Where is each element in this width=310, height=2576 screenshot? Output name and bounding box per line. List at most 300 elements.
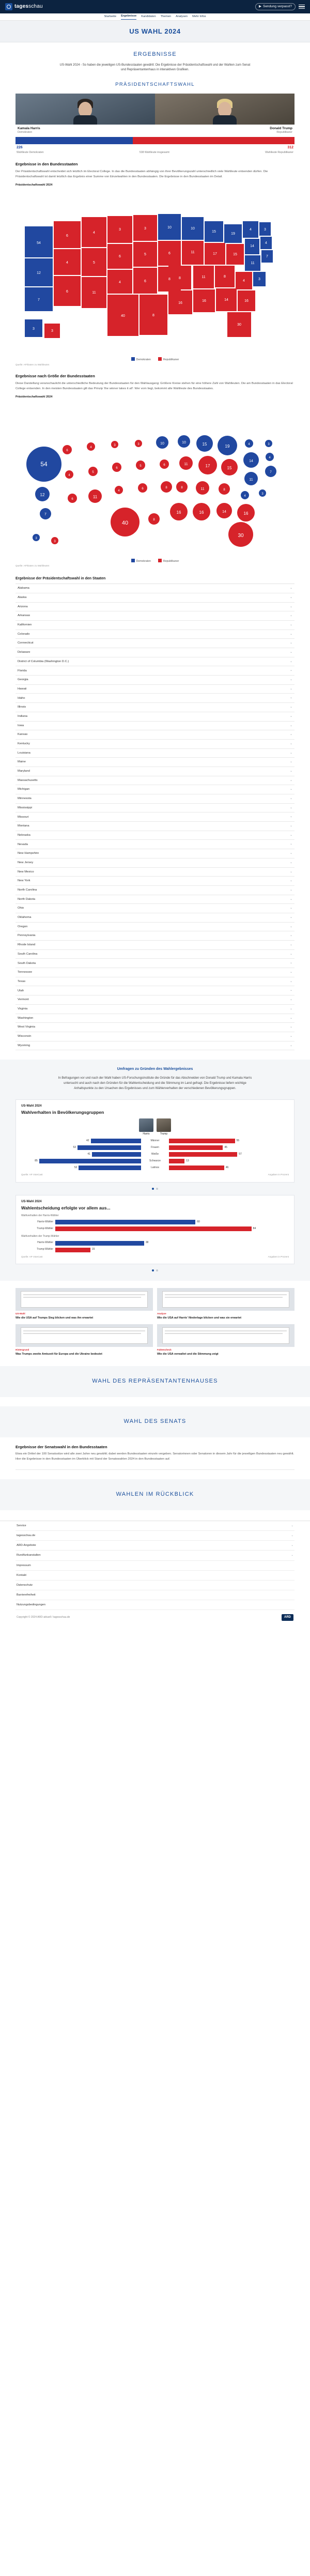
svg-text:14: 14 bbox=[250, 244, 254, 249]
svg-text:11: 11 bbox=[92, 291, 96, 295]
reason-row bbox=[21, 1226, 289, 1232]
svg-text:30: 30 bbox=[237, 323, 241, 327]
teaser-row-1 bbox=[16, 1288, 295, 1320]
state-label: North Dakota bbox=[18, 897, 36, 901]
copyright: Copyright © 2024 ARD-aktuell / tagesschau.de bbox=[17, 1615, 70, 1619]
banner-senate: WAHL DES SENATS bbox=[0, 1406, 310, 1437]
footer-meta-row[interactable] bbox=[16, 1561, 295, 1571]
svg-text:3: 3 bbox=[51, 329, 53, 333]
teaser-tag: Analyse bbox=[157, 1312, 166, 1315]
chevron-down-icon: ⌄ bbox=[289, 925, 292, 928]
teaser-title: Was Trumps zweite Amtszeit für Europa und die Ukraine bedeutet bbox=[16, 1353, 102, 1356]
state-row[interactable] bbox=[16, 968, 295, 977]
results-intro: US-Wahl 2024 - So haben die jeweiligen US-Bundesstaaten gewählt: Die Ergebnisse der Präsidentschaftswahl und der Wahlen zum Senat und Repräsentantenhaus in interaktiven Grafiken. bbox=[59, 63, 251, 72]
state-label: Colorado bbox=[18, 632, 30, 636]
nav-item-ergebnisse[interactable]: Ergebnisse bbox=[121, 14, 136, 19]
footer-meta-label: Barrierefreiheit bbox=[17, 1593, 36, 1597]
map-section-text: Der Präsidentschaftswahl entscheidet sich letztlich im Electoral College. In das die Bundesstaaten abhängig von ihrer Bevölkerungszahl unterschiedlich viele Wahlleute entsenden dürfen. Die Präsidentschaftswahl ist damit letztlich das Ergebnis einer Summe von Einzelwahlen in den Bundesstaaten. Die Ergebnisse in den Bundesstaaten im Detail. bbox=[16, 170, 268, 179]
state-label: South Carolina bbox=[18, 952, 38, 956]
reason-value: 60 bbox=[197, 1220, 200, 1224]
electoral-total-label: 538 Wahlleute insgesamt bbox=[139, 150, 169, 154]
nav-item-themen[interactable]: Themen bbox=[160, 15, 172, 19]
brand-logo[interactable] bbox=[5, 3, 43, 11]
nav-item-mehr-infos[interactable]: Mehr Infos bbox=[192, 15, 206, 19]
chevron-down-icon: ⌄ bbox=[289, 706, 292, 709]
state-label: Alaska bbox=[18, 596, 27, 600]
svg-text:3: 3 bbox=[33, 327, 35, 331]
state-label: Maine bbox=[18, 760, 26, 764]
footer-link-row[interactable] bbox=[16, 1541, 295, 1551]
us-choropleth-map[interactable] bbox=[16, 190, 295, 366]
survey-intro: In Befragungen vor und nach der Wahl haben US-Forschungsinstitute die Gründe für das Abschneiden von Donald Trump und Kamala Harris untersucht und auch nach den Gründen für die Wahlentscheidung und die Stimmung im Land gefragt. Die Ergebnisse liefern wichtige Anhaltspunkte zu den Ursachen des Ergebnisses und zum Wählerverhalten der verschiedenen Bevölkerungsgruppen. bbox=[58, 1077, 252, 1090]
play-icon: ▶ bbox=[258, 5, 261, 9]
teaser-thumbnail bbox=[157, 1324, 295, 1347]
teaser-card[interactable] bbox=[157, 1324, 295, 1356]
map-legend-rep: Republikaner bbox=[163, 358, 179, 362]
svg-text:6: 6 bbox=[168, 252, 171, 256]
group-left-value: 53 bbox=[73, 1146, 76, 1149]
svg-text:15: 15 bbox=[212, 230, 216, 234]
state-row[interactable] bbox=[16, 941, 295, 950]
chevron-down-icon: ⌄ bbox=[289, 998, 292, 1002]
group-label: Frauen bbox=[151, 1146, 159, 1149]
bubble-legend-dem: Demokraten bbox=[136, 559, 151, 563]
bubble-section-text: Diese Darstellung veranschaulicht die unterschiedliche Bedeutung der Bundesstaaten für den Wahlausgang: Größere Kreise stehen für eine höhere Zahl von Wahlleuten. Die am Bundesstaaten in das Electoral College entsenden. In den meisten Bundesstaaten gilt das Prinzip 'the winner takes it all': Wer vorn liegt, bekommt alle Wahlleute des Bundesstaates. bbox=[16, 382, 293, 390]
state-label: Nebraska bbox=[18, 833, 30, 837]
candidate-name-harris: Kamala Harris bbox=[18, 126, 40, 130]
svg-text:16: 16 bbox=[178, 301, 182, 305]
bubble-legend-rep: Republikaner bbox=[163, 559, 179, 563]
tagesschau-logo-icon bbox=[5, 3, 12, 10]
state-row[interactable] bbox=[16, 794, 295, 804]
state-label: Louisiana bbox=[18, 751, 30, 755]
state-row[interactable] bbox=[16, 831, 295, 840]
state-row[interactable] bbox=[16, 621, 295, 630]
chevron-down-icon: ⌄ bbox=[289, 641, 292, 645]
card1-unit: Angaben in Prozent bbox=[268, 1173, 289, 1176]
teaser-title: Wie die USA auf Harris' Niederlage blicken und was sie erwartet bbox=[157, 1316, 242, 1320]
svg-text:8: 8 bbox=[153, 518, 155, 522]
reason-label: Trump-Wähler bbox=[37, 1248, 53, 1251]
state-row[interactable] bbox=[16, 1041, 295, 1051]
state-label: Mississippi bbox=[18, 806, 33, 809]
chevron-down-icon: ⌄ bbox=[289, 971, 292, 974]
svg-text:54: 54 bbox=[40, 460, 48, 468]
footer-meta-label: Kontakt bbox=[17, 1573, 26, 1577]
svg-text:6: 6 bbox=[66, 290, 68, 294]
electoral-caption-right: Wahlleute Republikaner bbox=[265, 150, 293, 154]
state-row[interactable] bbox=[16, 913, 295, 923]
state-row[interactable] bbox=[16, 840, 295, 849]
svg-text:7: 7 bbox=[266, 255, 268, 259]
state-label: South Dakota bbox=[18, 961, 36, 965]
state-label: New Hampshire bbox=[18, 852, 39, 855]
group-right-value: 13 bbox=[186, 1159, 189, 1163]
state-row[interactable] bbox=[16, 995, 295, 1005]
card2-headline: Wahlentscheidung erfolgte vor allem aus... bbox=[21, 1205, 111, 1210]
candidate-card-trump bbox=[155, 94, 295, 136]
chevron-down-icon: ⌄ bbox=[291, 1534, 293, 1538]
carousel-dots-2[interactable] bbox=[0, 1269, 310, 1271]
chevron-down-icon: ⌄ bbox=[289, 751, 292, 755]
page-title-band bbox=[0, 21, 310, 42]
chevron-down-icon: ⌄ bbox=[289, 651, 292, 654]
svg-text:4: 4 bbox=[68, 473, 70, 477]
teaser-card[interactable] bbox=[16, 1288, 153, 1320]
reason-value: 38 bbox=[145, 1241, 149, 1245]
state-row[interactable] bbox=[16, 977, 295, 987]
chevron-down-icon: ⌄ bbox=[289, 1034, 292, 1038]
chevron-down-icon: ⌄ bbox=[289, 979, 292, 983]
state-row[interactable] bbox=[16, 730, 295, 740]
state-row[interactable] bbox=[16, 868, 295, 877]
state-row[interactable] bbox=[16, 895, 295, 904]
candidate-photo-trump bbox=[155, 94, 295, 125]
chevron-down-icon: ⌄ bbox=[289, 587, 292, 590]
teaser-row-2 bbox=[16, 1324, 295, 1356]
svg-text:5: 5 bbox=[92, 470, 94, 474]
chevron-down-icon: ⌄ bbox=[289, 870, 292, 873]
state-row[interactable] bbox=[16, 611, 295, 621]
state-row[interactable] bbox=[16, 749, 295, 758]
svg-text:3: 3 bbox=[258, 278, 260, 282]
svg-text:8: 8 bbox=[165, 486, 167, 489]
survey-card-reasons bbox=[16, 1195, 295, 1264]
state-label: Alabama bbox=[18, 587, 29, 590]
svg-text:4: 4 bbox=[244, 494, 246, 498]
state-label: Florida bbox=[18, 669, 27, 672]
us-bubble-map[interactable] bbox=[16, 402, 295, 568]
footer-meta-row[interactable] bbox=[16, 1571, 295, 1581]
footer-link-label: ARD-Angebote bbox=[17, 1544, 36, 1547]
svg-text:16: 16 bbox=[244, 299, 249, 303]
svg-text:11: 11 bbox=[251, 262, 255, 266]
state-label: North Carolina bbox=[18, 888, 37, 892]
state-label: Delaware bbox=[18, 651, 30, 654]
teaser-thumbnail bbox=[157, 1288, 295, 1311]
state-row[interactable] bbox=[16, 849, 295, 858]
chevron-down-icon: ⌄ bbox=[289, 1016, 292, 1020]
state-label: Georgia bbox=[18, 678, 28, 682]
group-left-value: 52 bbox=[74, 1166, 78, 1170]
svg-text:16: 16 bbox=[176, 510, 181, 515]
card1-headline: Wahlverhalten in Bevölkerungsgruppen bbox=[21, 1109, 104, 1115]
state-label: Ohio bbox=[18, 907, 24, 910]
svg-text:10: 10 bbox=[160, 441, 164, 446]
state-row[interactable] bbox=[16, 722, 295, 731]
state-row[interactable] bbox=[16, 931, 295, 941]
state-row[interactable] bbox=[16, 812, 295, 822]
survey-section bbox=[0, 1060, 310, 1281]
svg-text:6: 6 bbox=[119, 255, 121, 259]
svg-text:4: 4 bbox=[119, 281, 121, 285]
state-row[interactable] bbox=[16, 758, 295, 767]
svg-text:15: 15 bbox=[227, 465, 232, 470]
senate-block-text: Etwa ein Drittel der 100 Senatssitze wird alle zwei Jahre neu gewählt; dabei werden Bundesstaaten einzeln vergeben. Senatorinnen oder Senatoren in diesem Jahr für die jeweiligen Bundesstaaten neu gewählt. Hier die Ergebnisse in den Bundesstaaten im Überblick mit Stand der Senatswahlen 2024 in den Bundesstaaten auf. bbox=[16, 1452, 295, 1461]
carousel-dots-1[interactable] bbox=[0, 1188, 310, 1190]
chevron-down-icon: ⌄ bbox=[289, 696, 292, 700]
svg-text:4: 4 bbox=[118, 489, 120, 493]
state-label: Kentucky bbox=[18, 742, 30, 746]
divider bbox=[16, 1469, 295, 1470]
footer-meta-row[interactable] bbox=[16, 1590, 295, 1600]
svg-text:11: 11 bbox=[202, 275, 206, 280]
states-accordion bbox=[16, 584, 295, 1050]
electoral-caption-left: Wahlleute Demokraten bbox=[17, 150, 44, 154]
electoral-bar-block bbox=[16, 137, 295, 155]
state-label: Maryland bbox=[18, 770, 30, 773]
chevron-down-icon: ⌄ bbox=[289, 760, 292, 764]
state-row[interactable] bbox=[16, 804, 295, 813]
state-label: Rhode Island bbox=[18, 943, 36, 947]
svg-text:16: 16 bbox=[199, 510, 204, 515]
svg-text:11: 11 bbox=[249, 478, 253, 482]
banner-house: WAHL DES REPRÄSENTANTENHAUSES bbox=[0, 1366, 310, 1397]
card1-left-name: Harris bbox=[143, 1132, 150, 1136]
card2-unit: Angaben in Prozent bbox=[268, 1255, 289, 1258]
svg-text:16: 16 bbox=[243, 511, 249, 516]
card2-kicker: US-Wahl 2024 bbox=[21, 1200, 42, 1204]
svg-text:10: 10 bbox=[167, 226, 172, 230]
bubble-legend bbox=[16, 559, 295, 564]
sendung-verpasst-button[interactable] bbox=[255, 3, 296, 10]
svg-text:15: 15 bbox=[233, 253, 237, 257]
chevron-down-icon: ⌄ bbox=[289, 788, 292, 791]
state-row[interactable] bbox=[16, 593, 295, 603]
teaser-card[interactable] bbox=[157, 1288, 295, 1320]
state-row[interactable] bbox=[16, 904, 295, 913]
state-row[interactable] bbox=[16, 639, 295, 648]
svg-text:11: 11 bbox=[191, 251, 195, 255]
state-row[interactable] bbox=[16, 584, 295, 593]
senate-block bbox=[16, 1445, 295, 1463]
group-row bbox=[21, 1152, 289, 1157]
state-row[interactable] bbox=[16, 858, 295, 868]
footer-link-label: Rundfunkanstalten bbox=[17, 1554, 41, 1557]
chevron-down-icon: ⌄ bbox=[289, 742, 292, 745]
candidate-party-trump: Republikaner bbox=[276, 131, 292, 134]
state-row[interactable] bbox=[16, 712, 295, 722]
state-row[interactable] bbox=[16, 959, 295, 968]
footer-meta-label: Datenschutz bbox=[17, 1583, 33, 1587]
svg-text:12: 12 bbox=[40, 492, 45, 497]
brand-primary: tages bbox=[14, 3, 29, 9]
group-right-value: 55 bbox=[236, 1139, 240, 1143]
svg-text:6: 6 bbox=[142, 487, 144, 490]
state-row[interactable] bbox=[16, 767, 295, 776]
state-label: Washington bbox=[18, 1016, 34, 1020]
footer bbox=[0, 1521, 310, 1628]
state-row[interactable] bbox=[16, 1005, 295, 1014]
state-row[interactable] bbox=[16, 703, 295, 712]
map-legend-dem: Demokraten bbox=[136, 358, 151, 362]
card1-bars bbox=[21, 1138, 289, 1171]
electoral-value-right: 312 bbox=[287, 145, 293, 149]
svg-text:14: 14 bbox=[224, 298, 228, 302]
chevron-down-icon: ⌄ bbox=[289, 623, 292, 626]
chevron-down-icon: ⌄ bbox=[291, 1544, 293, 1547]
group-row bbox=[21, 1145, 289, 1151]
footer-link-row[interactable] bbox=[16, 1531, 295, 1541]
card2-sub-right: Wahlverhalten der Trump-Wähler bbox=[21, 1235, 59, 1238]
page-title: US WAHL 2024 bbox=[129, 27, 181, 35]
svg-text:40: 40 bbox=[121, 314, 125, 318]
state-label: Nevada bbox=[18, 842, 28, 846]
state-row[interactable] bbox=[16, 685, 295, 694]
chevron-down-icon: ⌄ bbox=[289, 1044, 292, 1047]
state-row[interactable] bbox=[16, 923, 295, 932]
svg-text:3: 3 bbox=[54, 540, 56, 543]
svg-text:3: 3 bbox=[261, 492, 264, 496]
state-row[interactable] bbox=[16, 630, 295, 639]
group-row bbox=[21, 1138, 289, 1144]
brand-secondary: schau bbox=[28, 3, 43, 9]
state-label: Montana bbox=[18, 824, 29, 828]
svg-text:3: 3 bbox=[264, 228, 266, 232]
survey-heading: Umfragen zu Gründen des Wahlergebnisses bbox=[117, 1067, 193, 1071]
group-label: Männer bbox=[150, 1139, 160, 1143]
teaser-tag: US-Wahl bbox=[16, 1312, 25, 1315]
state-row[interactable] bbox=[16, 666, 295, 676]
state-row[interactable] bbox=[16, 740, 295, 749]
footer-meta-label: Nutzungsbedingungen bbox=[17, 1603, 45, 1606]
chevron-down-icon: ⌄ bbox=[289, 669, 292, 672]
footer-meta-row[interactable] bbox=[16, 1600, 295, 1610]
svg-text:6: 6 bbox=[66, 234, 68, 238]
nav-item-analysen[interactable]: Analysen bbox=[176, 15, 188, 19]
chevron-down-icon: ⌄ bbox=[289, 797, 292, 801]
state-row[interactable] bbox=[16, 1014, 295, 1023]
svg-text:10: 10 bbox=[191, 227, 195, 231]
state-label: Kansas bbox=[18, 733, 28, 737]
state-row[interactable] bbox=[16, 877, 295, 886]
card1-kicker: US-Wahl 2024 bbox=[21, 1105, 42, 1108]
chevron-down-icon: ⌄ bbox=[289, 769, 292, 773]
candidate-photo-harris bbox=[16, 94, 155, 125]
state-label: Minnesota bbox=[18, 797, 32, 801]
state-row[interactable] bbox=[16, 1023, 295, 1032]
svg-text:8: 8 bbox=[224, 275, 226, 279]
state-label: Kalifornien bbox=[18, 623, 32, 627]
state-row[interactable] bbox=[16, 676, 295, 685]
svg-text:11: 11 bbox=[200, 487, 205, 491]
svg-text:5: 5 bbox=[93, 261, 95, 265]
state-label: Hawaii bbox=[18, 687, 27, 691]
state-row[interactable] bbox=[16, 886, 295, 895]
map-source: Quelle: AP/Daten zu Wahlleuten bbox=[16, 363, 50, 366]
footer-meta-row[interactable] bbox=[16, 1581, 295, 1590]
top-bar bbox=[0, 0, 310, 13]
footer-link-row[interactable] bbox=[16, 1521, 295, 1531]
state-row[interactable] bbox=[16, 986, 295, 995]
state-label: Tennessee bbox=[18, 971, 33, 974]
state-label: Arkansas bbox=[18, 614, 30, 618]
svg-text:5: 5 bbox=[140, 464, 142, 468]
chevron-down-icon: ⌄ bbox=[289, 724, 292, 727]
chevron-down-icon: ⌄ bbox=[289, 1007, 292, 1010]
svg-text:17: 17 bbox=[205, 463, 210, 468]
svg-text:4: 4 bbox=[265, 241, 267, 246]
state-row[interactable] bbox=[16, 776, 295, 786]
svg-text:15: 15 bbox=[202, 441, 207, 447]
state-label: New Mexico bbox=[18, 870, 34, 873]
svg-text:3: 3 bbox=[119, 228, 121, 232]
reason-row bbox=[21, 1240, 289, 1246]
survey-card-voting-groups bbox=[16, 1099, 295, 1183]
chevron-down-icon: ⌄ bbox=[289, 852, 292, 855]
chevron-down-icon: ⌄ bbox=[289, 678, 292, 682]
reason-label: Trump-Wähler bbox=[37, 1227, 53, 1231]
state-label: Missouri bbox=[18, 815, 29, 819]
teaser-thumbnail bbox=[16, 1324, 153, 1347]
svg-text:8: 8 bbox=[152, 314, 154, 318]
nav-item-startseite[interactable]: Startseite bbox=[104, 15, 117, 19]
sendung-verpasst-label: Sendung verpasst? bbox=[262, 5, 292, 9]
chevron-down-icon: ⌄ bbox=[289, 842, 292, 846]
group-label: Weiße bbox=[151, 1153, 159, 1156]
ard-logo[interactable] bbox=[282, 1614, 293, 1621]
state-label: New York bbox=[18, 879, 30, 883]
chevron-down-icon: ⌄ bbox=[289, 943, 292, 947]
svg-text:6: 6 bbox=[144, 280, 146, 284]
state-row[interactable] bbox=[16, 648, 295, 657]
candidate-card-harris bbox=[16, 94, 155, 136]
svg-text:11: 11 bbox=[184, 462, 188, 466]
electoral-value-left: 226 bbox=[17, 145, 23, 149]
state-label: Iowa bbox=[18, 724, 24, 727]
state-row[interactable] bbox=[16, 1032, 295, 1041]
group-row bbox=[21, 1158, 289, 1164]
group-left-value: 42 bbox=[86, 1139, 89, 1143]
svg-text:10: 10 bbox=[182, 440, 186, 444]
chevron-down-icon: ⌄ bbox=[289, 733, 292, 737]
teaser-card[interactable] bbox=[16, 1324, 153, 1356]
chevron-down-icon: ⌄ bbox=[289, 879, 292, 883]
state-row[interactable] bbox=[16, 603, 295, 612]
svg-text:6: 6 bbox=[71, 497, 73, 501]
state-row[interactable] bbox=[16, 822, 295, 831]
svg-text:3: 3 bbox=[114, 443, 116, 447]
card1-source: Quelle: AP VoteCast bbox=[21, 1173, 43, 1176]
svg-text:19: 19 bbox=[225, 443, 230, 449]
map-section-heading: Ergebnisse in den Bundesstaaten bbox=[16, 162, 78, 167]
svg-text:3: 3 bbox=[35, 536, 37, 540]
svg-text:40: 40 bbox=[121, 519, 129, 526]
footer-link-row[interactable] bbox=[16, 1551, 295, 1560]
svg-text:3: 3 bbox=[144, 227, 146, 231]
chevron-down-icon: ⌄ bbox=[289, 824, 292, 828]
nav-item-kandidaten[interactable]: Kandidaten bbox=[141, 15, 156, 19]
svg-text:14: 14 bbox=[249, 459, 253, 463]
state-label: New Jersey bbox=[18, 861, 34, 864]
bubble-section-heading: Ergebnisse nach Größe der Bundesstaaten bbox=[16, 374, 95, 379]
hamburger-icon[interactable] bbox=[299, 5, 305, 9]
svg-text:8: 8 bbox=[223, 488, 225, 492]
chevron-down-icon: ⌄ bbox=[289, 806, 292, 809]
state-row[interactable] bbox=[16, 785, 295, 794]
states-table-title: Ergebnisse der Präsidentschaftswahl in den Staaten bbox=[16, 577, 106, 581]
state-label: Idaho bbox=[18, 696, 25, 700]
svg-text:17: 17 bbox=[213, 252, 217, 256]
state-row[interactable] bbox=[16, 950, 295, 959]
chevron-down-icon: ⌄ bbox=[289, 915, 292, 919]
state-row[interactable] bbox=[16, 657, 295, 667]
state-row[interactable] bbox=[16, 694, 295, 703]
state-label: Vermont bbox=[18, 998, 29, 1002]
footer-meta-label: Impressum bbox=[17, 1563, 31, 1567]
candidate-name-trump: Donald Trump bbox=[270, 126, 292, 130]
chevron-down-icon: ⌄ bbox=[289, 778, 292, 782]
